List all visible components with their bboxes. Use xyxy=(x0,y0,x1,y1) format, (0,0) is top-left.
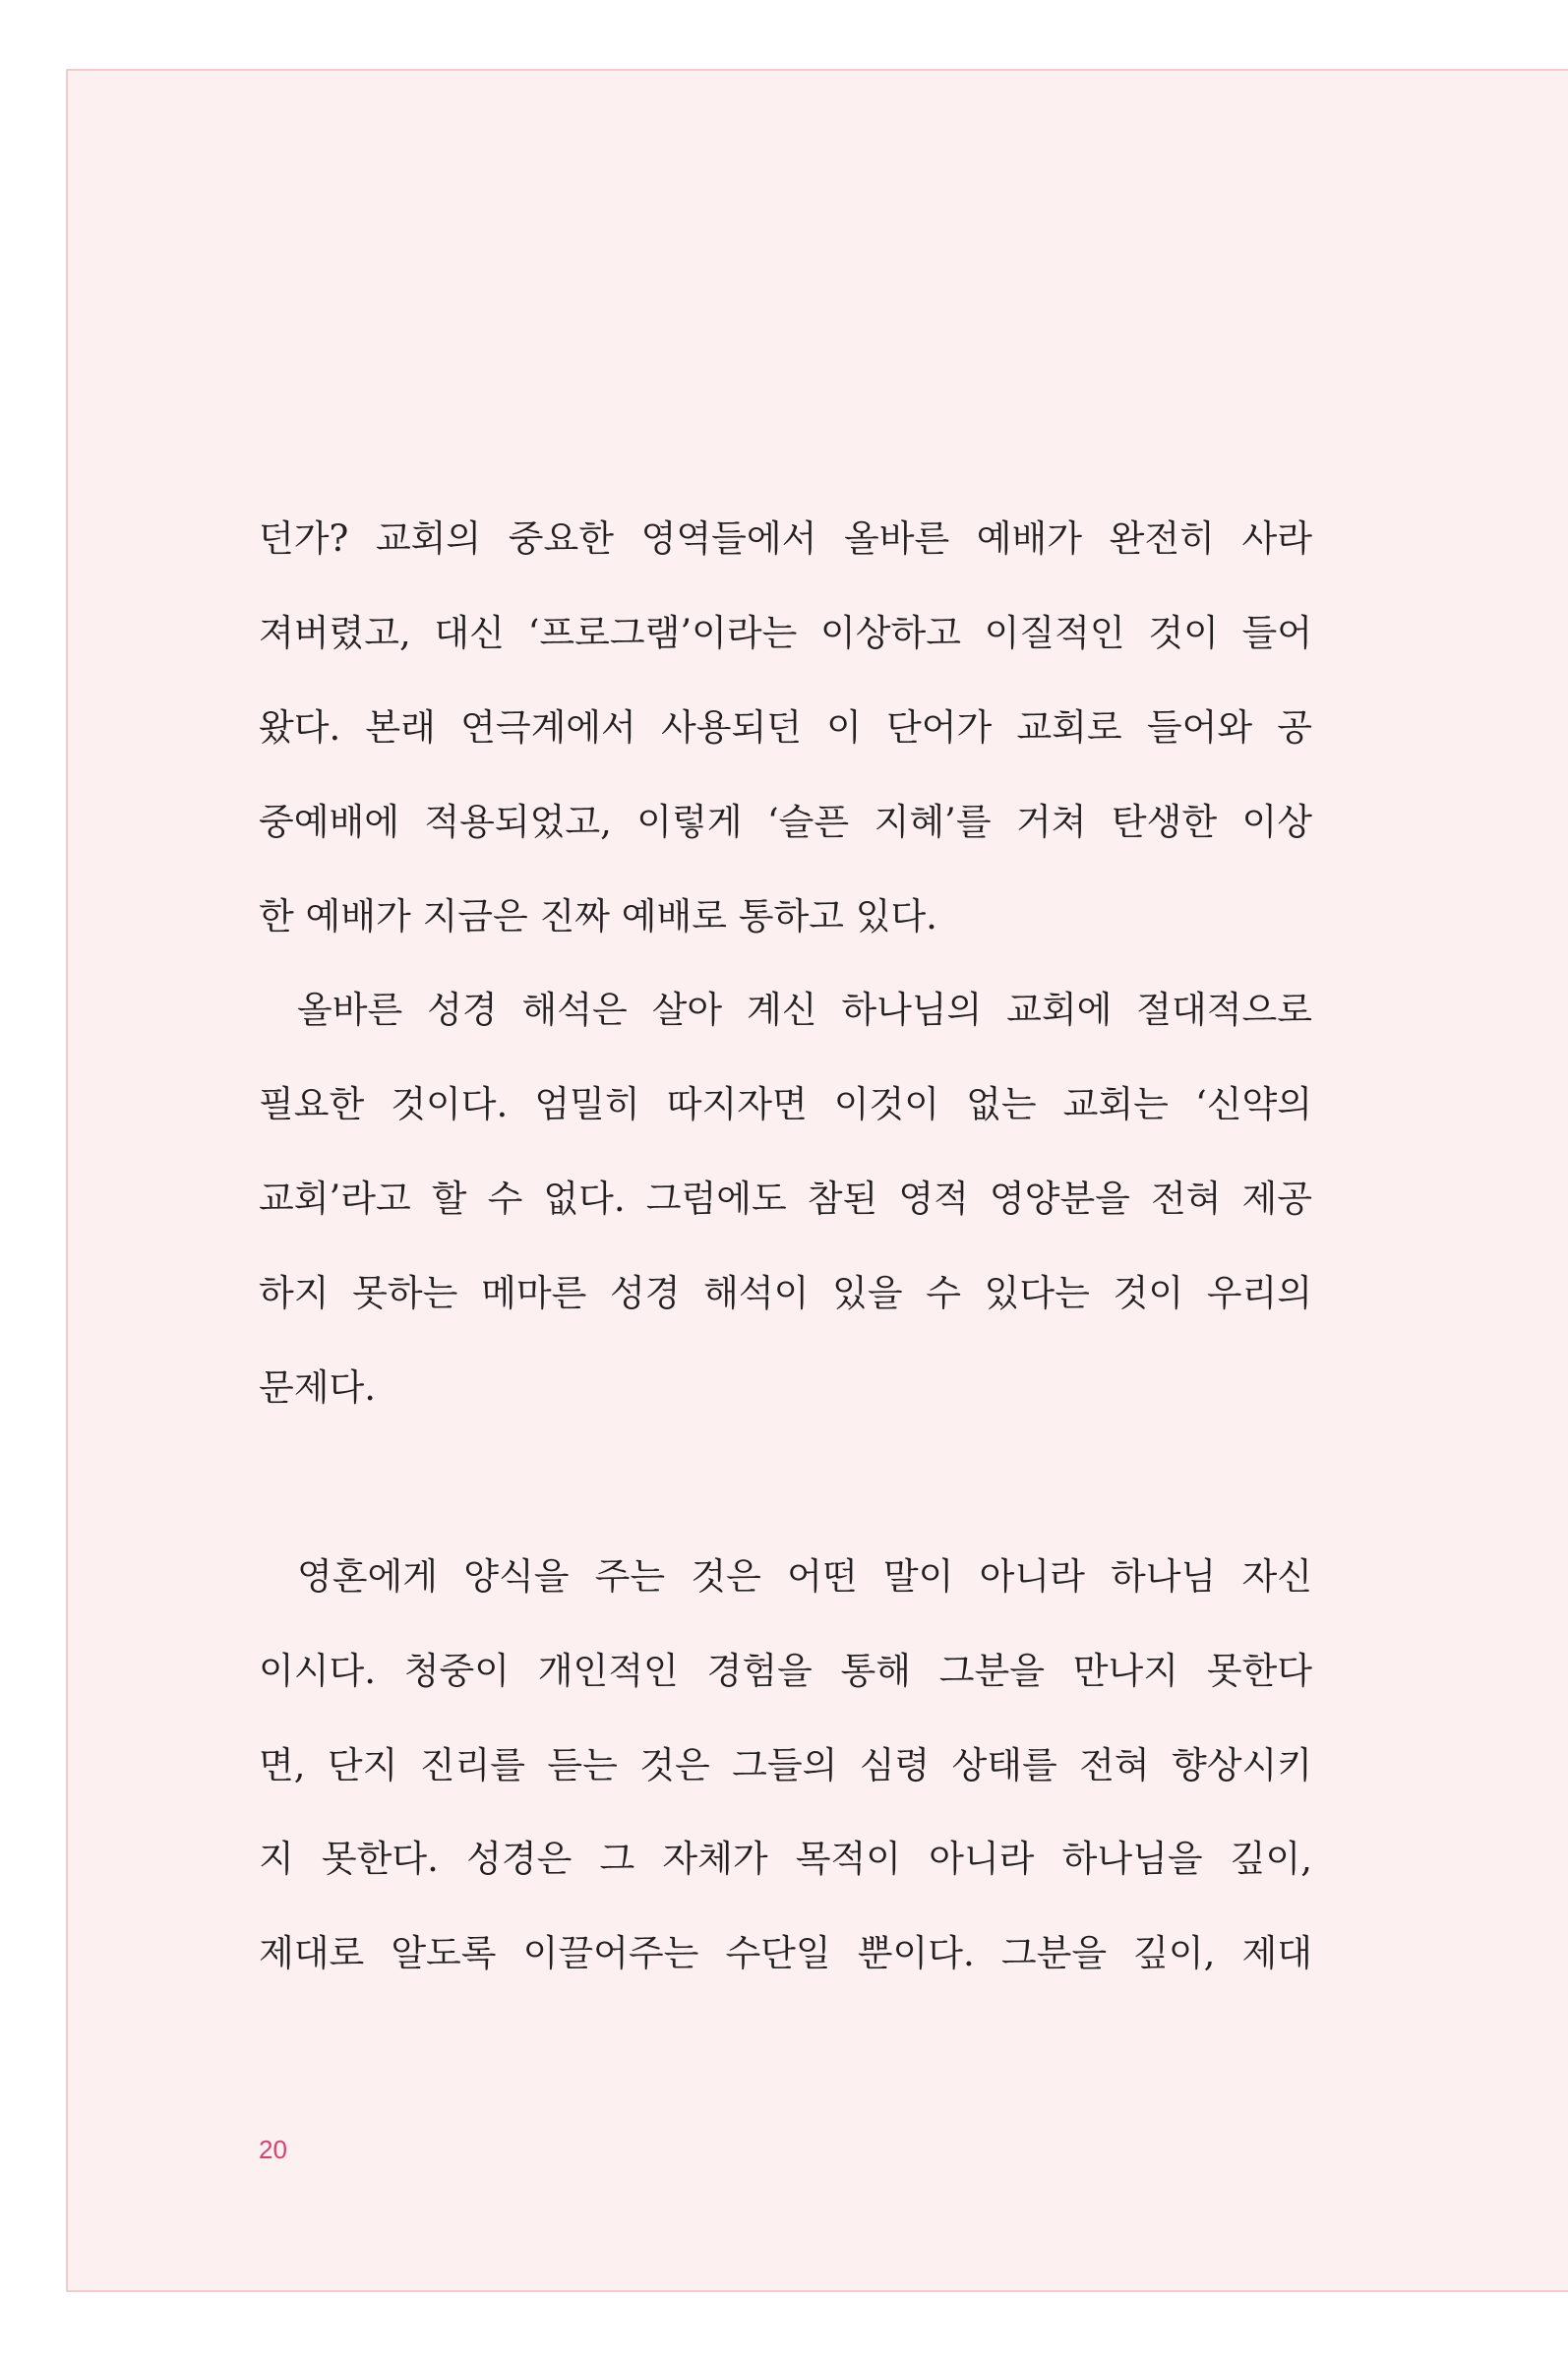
text-line: 왔다. 본래 연극계에서 사용되던 이 단어가 교회로 들어와 공 xyxy=(259,705,1312,749)
paragraph xyxy=(259,963,1312,1434)
text-line: 영혼에게 양식을 주는 것은 어떤 말이 아니라 하나님 자신 xyxy=(297,1554,1312,1598)
text-line: 이시다. 청중이 개인적인 경험을 통해 그분을 만나지 못한다 xyxy=(259,1649,1312,1692)
text-line: 지 못한다. 성경은 그 자체가 목적이 아니라 하나님을 깊이, xyxy=(259,1838,1312,1881)
text-line: 져버렸고, 대신 ‘프로그램’이라는 이상하고 이질적인 것이 들어 xyxy=(259,611,1312,654)
text-line: 중예배에 적용되었고, 이렇게 ‘슬픈 지혜’를 거쳐 탄생한 이상 xyxy=(259,800,1312,843)
body-text xyxy=(259,492,1312,2001)
section-break xyxy=(259,1435,1312,1530)
text-line: 제대로 알도록 이끌어주는 수단일 뿐이다. 그분을 깊이, 제대 xyxy=(259,1932,1312,1975)
text-line: 문제다. xyxy=(259,1366,376,1410)
text-line: 하지 못하는 메마른 성경 해석이 있을 수 있다는 것이 우리의 xyxy=(259,1272,1312,1315)
page-number: 20 xyxy=(259,2135,287,2164)
text-line: 면, 단지 진리를 듣는 것은 그들의 심령 상태를 전혀 향상시키 xyxy=(259,1743,1312,1786)
paragraph xyxy=(259,492,1312,963)
text-line: 교회’라고 할 수 없다. 그럼에도 참된 영적 영양분을 전혀 제공 xyxy=(259,1178,1312,1221)
text-line: 필요한 것이다. 엄밀히 따지자면 이것이 없는 교회는 ‘신약의 xyxy=(259,1083,1312,1126)
text-line: 올바른 성경 해석은 살아 계신 하나님의 교회에 절대적으로 xyxy=(297,989,1312,1032)
text-line: 한 예배가 지금은 진짜 예배로 통하고 있다. xyxy=(259,894,937,938)
paragraph xyxy=(259,1530,1312,2001)
text-line: 던가? 교회의 중요한 영역들에서 올바른 예배가 완전히 사라 xyxy=(259,517,1312,560)
